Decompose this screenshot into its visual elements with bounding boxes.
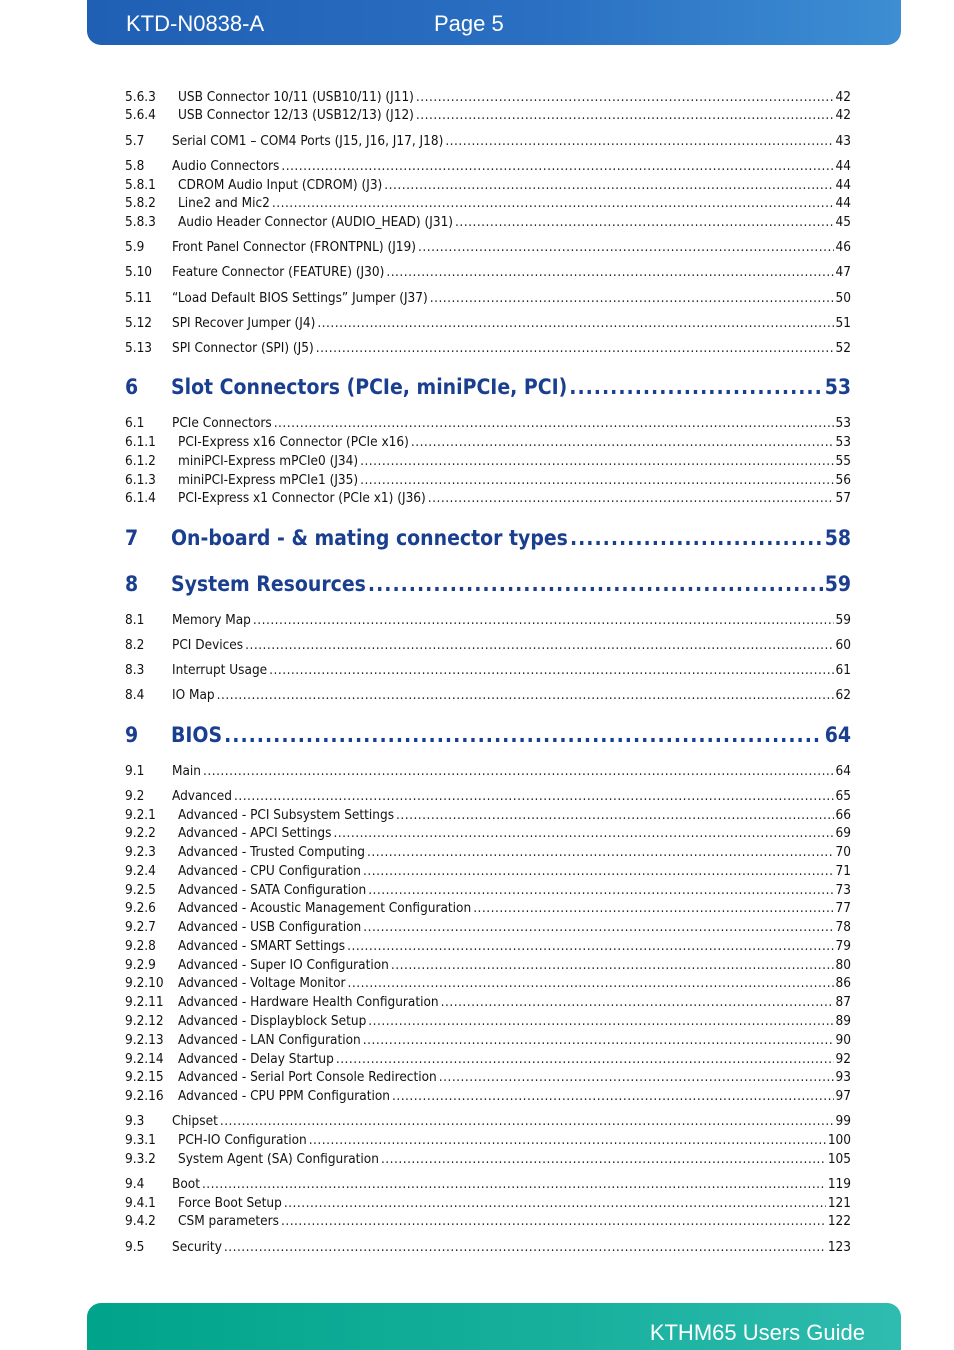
toc-entry-page[interactable]: 45 bbox=[835, 214, 851, 230]
toc-entry-title[interactable]: Feature Connector (FEATURE) (J30) bbox=[172, 264, 385, 280]
toc-entry[interactable] bbox=[125, 489, 851, 507]
toc-entry[interactable] bbox=[125, 937, 851, 955]
dot-leader bbox=[391, 956, 834, 974]
toc-entry[interactable] bbox=[125, 1150, 851, 1168]
toc-entry-page[interactable]: 55 bbox=[835, 453, 851, 469]
document-id: KTD-N0838-A bbox=[126, 11, 265, 36]
toc-entry-page[interactable]: 64 bbox=[835, 763, 851, 779]
toc-entry-page[interactable]: 93 bbox=[835, 1069, 851, 1085]
toc-entry-page[interactable]: 90 bbox=[835, 1032, 851, 1048]
toc-entry-title[interactable]: Advanced - Hardware Health Configuration bbox=[178, 994, 439, 1010]
toc-entry[interactable] bbox=[125, 132, 851, 150]
toc-entry[interactable] bbox=[125, 636, 851, 654]
toc-entry-title[interactable]: BIOS bbox=[171, 723, 223, 747]
toc-entry[interactable] bbox=[125, 787, 851, 805]
dot-leader bbox=[439, 1068, 834, 1086]
dot-leader bbox=[368, 881, 833, 899]
toc-entry[interactable] bbox=[125, 806, 851, 824]
toc-entry[interactable] bbox=[125, 1131, 851, 1149]
toc-entry[interactable] bbox=[125, 1194, 851, 1212]
dot-leader bbox=[217, 686, 834, 704]
toc-entry-number: 9 bbox=[125, 723, 139, 747]
dot-leader bbox=[416, 88, 834, 106]
toc-entry-title[interactable]: Front Panel Connector (FRONTPNL) (J19) bbox=[172, 239, 417, 255]
toc-entry[interactable] bbox=[125, 974, 851, 992]
toc-entry-title[interactable]: Slot Connectors (PCIe, miniPCIe, PCI) bbox=[171, 375, 568, 399]
toc-entry-title[interactable]: Advanced - Acoustic Management Configuration bbox=[178, 900, 472, 916]
toc-entry-page[interactable]: 42 bbox=[835, 107, 851, 123]
toc-entry[interactable] bbox=[125, 213, 851, 231]
toc-entry-title[interactable]: PCI-Express x16 Connector (PCIe x16) bbox=[178, 434, 409, 450]
toc-entry-number: 9.2.11 bbox=[125, 994, 164, 1010]
toc-entry-page[interactable]: 44 bbox=[835, 158, 851, 174]
toc-entry-number: 9.2.16 bbox=[125, 1088, 164, 1104]
toc-entry-page[interactable]: 89 bbox=[835, 1013, 851, 1029]
toc-entry-number: 9.2 bbox=[125, 788, 145, 804]
toc-entry-page[interactable]: 66 bbox=[835, 807, 851, 823]
toc-entry-page[interactable]: 50 bbox=[835, 290, 851, 306]
toc-entry-title[interactable]: SPI Recover Jumper (J4) bbox=[172, 315, 316, 331]
toc-entry-page[interactable]: 70 bbox=[835, 844, 851, 860]
dot-leader bbox=[392, 1087, 834, 1105]
dot-leader bbox=[274, 414, 834, 432]
toc-entry-title[interactable]: System Agent (SA) Configuration bbox=[178, 1151, 379, 1167]
toc-entry[interactable] bbox=[125, 762, 851, 780]
toc-entry[interactable] bbox=[125, 843, 851, 861]
toc-entry-number: 8 bbox=[125, 572, 139, 596]
toc-entry-number: 9.4.2 bbox=[125, 1213, 156, 1229]
toc-entry-number: 8.2 bbox=[125, 637, 145, 653]
toc-entry-number: 8.4 bbox=[125, 687, 145, 703]
toc-entry[interactable] bbox=[125, 1238, 851, 1256]
toc-entry-number: 9.3.2 bbox=[125, 1151, 156, 1167]
toc-entry[interactable] bbox=[125, 1050, 851, 1068]
toc-entry[interactable] bbox=[125, 611, 851, 629]
dot-leader bbox=[416, 106, 834, 124]
toc-entry-number: 6 bbox=[125, 375, 139, 399]
dot-leader bbox=[333, 824, 833, 842]
toc-entry-number: 9.2.15 bbox=[125, 1069, 164, 1085]
dot-leader bbox=[269, 661, 833, 679]
dot-leader bbox=[441, 993, 834, 1011]
toc-entry-number: 9.2.5 bbox=[125, 882, 156, 898]
toc-entry[interactable] bbox=[125, 433, 851, 451]
toc-entry-title[interactable]: IO Map bbox=[172, 687, 215, 703]
toc-entry-number: 9.3 bbox=[125, 1113, 145, 1129]
toc-entry-title[interactable]: Interrupt Usage bbox=[172, 662, 268, 678]
dot-leader bbox=[418, 238, 834, 256]
toc-entry-title[interactable]: Chipset bbox=[172, 1113, 218, 1129]
dot-leader bbox=[348, 974, 834, 992]
dot-leader bbox=[316, 339, 834, 357]
toc-chapter-entry[interactable] bbox=[125, 722, 851, 748]
toc-entry-number: 5.12 bbox=[125, 315, 153, 331]
toc-entry-number: 9.5 bbox=[125, 1239, 145, 1255]
dot-leader bbox=[473, 899, 833, 917]
toc-entry-page[interactable]: 56 bbox=[835, 472, 851, 488]
toc-entry-page[interactable]: 61 bbox=[835, 662, 851, 678]
toc-entry-title[interactable]: Advanced - Delay Startup bbox=[178, 1051, 334, 1067]
toc-entry-number: 5.10 bbox=[125, 264, 153, 280]
toc-entry-title[interactable]: USB Connector 12/13 (USB12/13) (J12) bbox=[178, 107, 414, 123]
dot-leader bbox=[360, 471, 833, 489]
toc-entry[interactable] bbox=[125, 1112, 851, 1130]
toc-chapter-entry[interactable] bbox=[125, 525, 851, 551]
dot-leader bbox=[363, 918, 833, 936]
toc-entry-title[interactable]: Advanced - Serial Port Console Redirection bbox=[178, 1069, 437, 1085]
toc-entry[interactable] bbox=[125, 918, 851, 936]
toc-entry-title[interactable]: USB Connector 10/11 (USB10/11) (J11) bbox=[178, 89, 414, 105]
dot-leader bbox=[347, 937, 833, 955]
toc-entry[interactable] bbox=[125, 314, 851, 332]
dot-leader bbox=[570, 525, 823, 551]
toc-entry-page[interactable]: 79 bbox=[835, 938, 851, 954]
toc-entry-number: 8.3 bbox=[125, 662, 145, 678]
toc-entry[interactable] bbox=[125, 339, 851, 357]
toc-entry[interactable] bbox=[125, 1068, 851, 1086]
dot-leader bbox=[381, 1150, 826, 1168]
toc-entry[interactable] bbox=[125, 881, 851, 899]
toc-entry-number: 5.7 bbox=[125, 133, 145, 149]
toc-entry[interactable] bbox=[125, 289, 851, 307]
toc-entry-page[interactable]: 122 bbox=[827, 1213, 851, 1229]
toc-entry-number: 6.1.2 bbox=[125, 453, 156, 469]
toc-entry-number: 9.1 bbox=[125, 763, 145, 779]
toc-entry-page[interactable]: 58 bbox=[824, 526, 851, 550]
toc-entry-title[interactable]: CDROM Audio Input (CDROM) (J3) bbox=[178, 177, 383, 193]
page-number: Page 5 bbox=[434, 11, 504, 36]
toc-entry-number: 5.6.3 bbox=[125, 89, 156, 105]
dot-leader bbox=[224, 1238, 826, 1256]
toc-entry-number: 6.1 bbox=[125, 415, 145, 431]
toc-entry-page[interactable]: 64 bbox=[824, 723, 851, 747]
toc-entry-page[interactable]: 59 bbox=[835, 612, 851, 628]
toc-entry-page[interactable]: 99 bbox=[835, 1113, 851, 1129]
dot-leader bbox=[386, 263, 833, 281]
toc-entry-number: 9.4 bbox=[125, 1176, 145, 1192]
toc-entry[interactable] bbox=[125, 1212, 851, 1230]
toc-entry-title[interactable]: Advanced - LAN Configuration bbox=[178, 1032, 361, 1048]
toc-entry-title[interactable]: System Resources bbox=[171, 572, 366, 596]
toc-entry-title[interactable]: Boot bbox=[172, 1176, 200, 1192]
dot-leader bbox=[455, 213, 834, 231]
toc-entry-title[interactable]: Line2 and Mic2 bbox=[178, 195, 270, 211]
toc-entry-title[interactable]: Main bbox=[172, 763, 201, 779]
toc-entry-page[interactable]: 53 bbox=[824, 375, 851, 399]
toc-entry-page[interactable]: 62 bbox=[835, 687, 851, 703]
toc-entry-page[interactable]: 105 bbox=[827, 1151, 851, 1167]
dot-leader bbox=[224, 722, 823, 748]
toc-entry[interactable] bbox=[125, 414, 851, 432]
toc-entry[interactable] bbox=[125, 993, 851, 1011]
dot-leader bbox=[284, 1194, 826, 1212]
dot-leader bbox=[569, 374, 822, 400]
toc-entry-number: 9.4.1 bbox=[125, 1195, 156, 1211]
toc-entry-number: 9.2.8 bbox=[125, 938, 156, 954]
toc-entry-title[interactable]: Force Boot Setup bbox=[178, 1195, 282, 1211]
toc-entry-page[interactable]: 46 bbox=[835, 239, 851, 255]
toc-entry-page[interactable]: 100 bbox=[827, 1132, 851, 1148]
dot-leader bbox=[281, 157, 833, 175]
toc-entry-page[interactable]: 57 bbox=[835, 490, 851, 506]
toc-entry-title[interactable]: PCH-IO Configuration bbox=[178, 1132, 307, 1148]
toc-entry-page[interactable]: 51 bbox=[835, 315, 851, 331]
toc-entry-title[interactable]: On-board - & mating connector types bbox=[171, 526, 568, 550]
toc-entry-title[interactable]: Audio Connectors bbox=[172, 158, 280, 174]
toc-entry-number: 6.1.4 bbox=[125, 490, 156, 506]
toc-entry-page[interactable]: 97 bbox=[835, 1088, 851, 1104]
toc-entry-title[interactable]: CSM parameters bbox=[178, 1213, 279, 1229]
toc-entry-title[interactable]: Advanced - Trusted Computing bbox=[178, 844, 366, 860]
toc-entry-title[interactable]: Advanced - SMART Settings bbox=[178, 938, 346, 954]
dot-leader bbox=[428, 489, 834, 507]
toc-entry-title[interactable]: Security bbox=[172, 1239, 222, 1255]
dot-leader bbox=[411, 433, 834, 451]
toc-entry-page[interactable]: 71 bbox=[835, 863, 851, 879]
toc-entry[interactable] bbox=[125, 471, 851, 489]
toc-entry[interactable] bbox=[125, 862, 851, 880]
dot-leader bbox=[368, 571, 823, 597]
toc-entry-number: 9.2.12 bbox=[125, 1013, 164, 1029]
toc-entry-number: 7 bbox=[125, 526, 139, 550]
toc-entry-page[interactable]: 44 bbox=[835, 177, 851, 193]
dot-leader bbox=[202, 1175, 826, 1193]
toc-entry-number: 8.1 bbox=[125, 612, 145, 628]
toc-entry-number: 9.2.13 bbox=[125, 1032, 164, 1048]
toc-entry-number: 9.2.10 bbox=[125, 975, 164, 991]
toc-entry-number: 9.2.1 bbox=[125, 807, 156, 823]
toc-entry-page[interactable]: 44 bbox=[835, 195, 851, 211]
toc-entry-page[interactable]: 78 bbox=[835, 919, 851, 935]
toc-entry-title[interactable]: Serial COM1 – COM4 Ports (J15, J16, J17, J18) bbox=[172, 133, 444, 149]
toc-entry-title[interactable]: Advanced - APCI Settings bbox=[178, 825, 332, 841]
toc-entry-page[interactable]: 53 bbox=[835, 434, 851, 450]
toc-entry-number: 5.11 bbox=[125, 290, 153, 306]
toc-entry-title[interactable]: “Load Default BIOS Settings” Jumper (J37) bbox=[172, 290, 428, 306]
toc-entry[interactable] bbox=[125, 956, 851, 974]
toc-entry-number: 5.9 bbox=[125, 239, 145, 255]
toc-entry-page[interactable]: 119 bbox=[827, 1176, 851, 1192]
toc-entry-number: 5.8.3 bbox=[125, 214, 156, 230]
dot-leader bbox=[203, 762, 834, 780]
toc-entry-title[interactable]: PCI Devices bbox=[172, 637, 244, 653]
toc-entry[interactable] bbox=[125, 1031, 851, 1049]
toc-entry-number: 9.2.4 bbox=[125, 863, 156, 879]
dot-leader bbox=[445, 132, 833, 150]
toc-chapter-entry[interactable] bbox=[125, 374, 851, 400]
toc-entry-number: 6.1.3 bbox=[125, 472, 156, 488]
page-header bbox=[87, 0, 901, 45]
toc-entry[interactable] bbox=[125, 661, 851, 679]
toc-entry-title[interactable]: Audio Header Connector (AUDIO_HEAD) (J31) bbox=[178, 214, 454, 230]
dot-leader bbox=[384, 176, 833, 194]
toc-entry-title[interactable]: miniPCI-Express mPCIe1 (J35) bbox=[178, 472, 359, 488]
dot-leader bbox=[220, 1112, 834, 1130]
toc-entry[interactable] bbox=[125, 824, 851, 842]
toc-entry[interactable] bbox=[125, 1012, 851, 1030]
toc-entry[interactable] bbox=[125, 176, 851, 194]
dot-leader bbox=[367, 843, 834, 861]
toc-entry-number: 9.2.9 bbox=[125, 957, 156, 973]
toc-entry-page[interactable]: 121 bbox=[827, 1195, 851, 1211]
toc-entry-title[interactable]: Advanced - SATA Configuration bbox=[178, 882, 367, 898]
toc-entry-page[interactable]: 73 bbox=[835, 882, 851, 898]
toc-entry[interactable] bbox=[125, 452, 851, 470]
toc-entry-page[interactable]: 43 bbox=[835, 133, 851, 149]
dot-leader bbox=[272, 194, 834, 212]
toc-entry-number: 9.2.7 bbox=[125, 919, 156, 935]
toc-entry-page[interactable]: 53 bbox=[835, 415, 851, 431]
toc-entry-number: 9.2.3 bbox=[125, 844, 156, 860]
toc-entry-title[interactable]: Memory Map bbox=[172, 612, 251, 628]
toc-entry-title[interactable]: Advanced - USB Configuration bbox=[178, 919, 362, 935]
toc-entry-title[interactable]: Advanced - Super IO Configuration bbox=[178, 957, 389, 973]
dot-leader bbox=[234, 787, 834, 805]
toc-entry-number: 6.1.1 bbox=[125, 434, 156, 450]
toc-entry-page[interactable]: 69 bbox=[835, 825, 851, 841]
toc-entry-page[interactable]: 86 bbox=[835, 975, 851, 991]
toc-entry[interactable] bbox=[125, 106, 851, 124]
dot-leader bbox=[245, 636, 833, 654]
toc-entry-page[interactable]: 42 bbox=[835, 89, 851, 105]
dot-leader bbox=[368, 1012, 833, 1030]
dot-leader bbox=[281, 1212, 826, 1230]
dot-leader bbox=[336, 1050, 834, 1068]
toc-entry-number: 5.8 bbox=[125, 158, 145, 174]
toc-entry-page[interactable]: 60 bbox=[835, 637, 851, 653]
page-footer bbox=[87, 1303, 901, 1350]
dot-leader bbox=[363, 862, 834, 880]
toc-entry-number: 9.2.6 bbox=[125, 900, 156, 916]
toc-entry-number: 5.8.1 bbox=[125, 177, 156, 193]
toc-entry-number: 5.6.4 bbox=[125, 107, 156, 123]
dot-leader bbox=[363, 1031, 834, 1049]
toc-entry-page[interactable]: 65 bbox=[835, 788, 851, 804]
dot-leader bbox=[430, 289, 834, 307]
dot-leader bbox=[317, 314, 833, 332]
dot-leader bbox=[396, 806, 834, 824]
toc-entry-title[interactable]: Advanced - CPU Configuration bbox=[178, 863, 361, 879]
toc-entry-page[interactable]: 52 bbox=[835, 340, 851, 356]
toc-entry-number: 9.2.2 bbox=[125, 825, 156, 841]
toc-entry-title[interactable]: Advanced - Voltage Monitor bbox=[178, 975, 346, 991]
toc-entry-number: 9.3.1 bbox=[125, 1132, 156, 1148]
toc-chapter-entry[interactable] bbox=[125, 571, 851, 597]
toc-entry[interactable] bbox=[125, 1087, 851, 1105]
toc-entry-page[interactable]: 92 bbox=[835, 1051, 851, 1067]
toc-entry-title[interactable]: Advanced bbox=[172, 788, 232, 804]
toc-entry[interactable] bbox=[125, 238, 851, 256]
toc-entry-title[interactable]: PCIe Connectors bbox=[172, 415, 272, 431]
toc-entry-page[interactable]: 47 bbox=[835, 264, 851, 280]
toc-entry-number: 5.13 bbox=[125, 340, 153, 356]
toc-entry-title[interactable]: Advanced - CPU PPM Configuration bbox=[178, 1088, 390, 1104]
toc-entry-number: 9.2.14 bbox=[125, 1051, 164, 1067]
toc-entry-title[interactable]: PCI-Express x1 Connector (PCIe x1) (J36) bbox=[178, 490, 426, 506]
toc-entry-page[interactable]: 80 bbox=[835, 957, 851, 973]
toc-entry[interactable] bbox=[125, 1175, 851, 1193]
dot-leader bbox=[360, 452, 833, 470]
toc-entry[interactable] bbox=[125, 263, 851, 281]
toc-entry-title[interactable]: SPI Connector (SPI) (J5) bbox=[172, 340, 314, 356]
toc-entry-page[interactable]: 59 bbox=[824, 572, 851, 596]
dot-leader bbox=[309, 1131, 826, 1149]
toc-entry-page[interactable]: 87 bbox=[835, 994, 851, 1010]
toc-entry-page[interactable]: 77 bbox=[835, 900, 851, 916]
toc-entry[interactable] bbox=[125, 899, 851, 917]
toc-entry[interactable] bbox=[125, 194, 851, 212]
toc-entry-title[interactable]: miniPCI-Express mPCIe0 (J34) bbox=[178, 453, 359, 469]
guide-title: KTHM65 Users Guide bbox=[649, 1320, 865, 1345]
toc-entry[interactable] bbox=[125, 157, 851, 175]
toc-entry-number: 5.8.2 bbox=[125, 195, 156, 211]
toc-entry-page[interactable]: 123 bbox=[827, 1239, 851, 1255]
toc-entry-title[interactable]: Advanced - Displayblock Setup bbox=[178, 1013, 367, 1029]
toc-entry[interactable] bbox=[125, 686, 851, 704]
toc-entry[interactable] bbox=[125, 88, 851, 106]
dot-leader bbox=[253, 611, 834, 629]
toc-entry-title[interactable]: Advanced - PCI Subsystem Settings bbox=[178, 807, 395, 823]
